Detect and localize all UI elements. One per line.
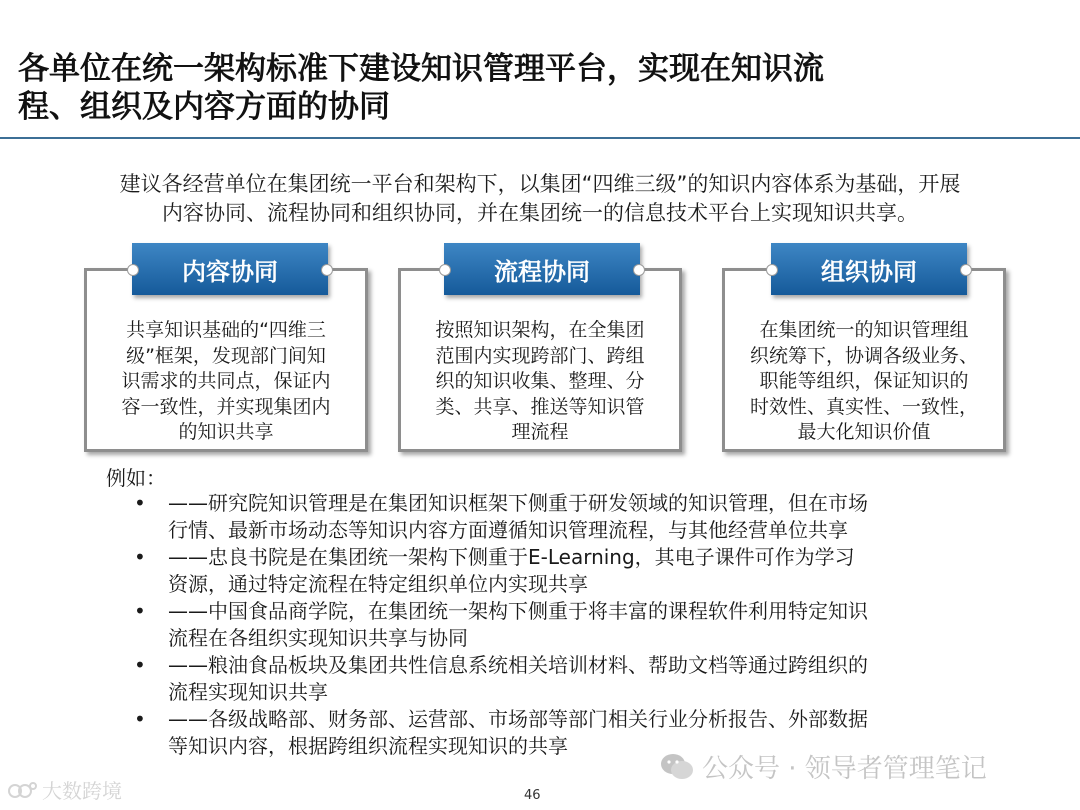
card-line: 时效性、真实性、一致性， — [749, 395, 978, 418]
list-item-line-2: 流程实现知识共享 — [168, 679, 328, 704]
card-line: 按照知识架构，在全集团 — [435, 319, 645, 341]
card-line: 理流程 — [511, 421, 569, 443]
intro-paragraph — [30, 170, 1050, 228]
card-line: 识需求的共同点，保证内 — [121, 370, 331, 392]
bullet-icon: • — [134, 653, 146, 677]
list-item-line-1: ——粮油食品板块及集团共性信息系统相关培训材料、帮助文档等通过跨组织的 — [168, 653, 868, 677]
process-collab-heading — [444, 243, 640, 295]
list-item-line-1: ——忠良书院是在集团统一架构下侧重于E-Learning，其电子课件可作为学习 — [168, 545, 855, 569]
bullet-icon: • — [134, 491, 146, 515]
watermark-left-text: 大数跨境 — [42, 779, 122, 803]
process-collab-text — [415, 318, 665, 446]
org-collab-text — [739, 318, 989, 446]
left-dot-icon — [766, 264, 778, 276]
watermark-logo-icon — [8, 780, 38, 800]
list-item-line-2: 资源，通过特定流程在特定组织单位内实现共享 — [168, 571, 588, 596]
card-line: 的知识共享 — [178, 421, 274, 443]
card-line: 容一致性，并实现集团内 — [121, 395, 331, 418]
watermark-right — [660, 748, 987, 785]
wechat-icon — [660, 752, 694, 782]
slide-title-line-1: 各单位在统一架构标准下建设知识管理平台，实现在知识流 — [18, 51, 824, 87]
watermark-right-text: 公众号 · 领导者管理笔记 — [702, 754, 987, 784]
process-collab-heading-text: 流程协同 — [494, 257, 590, 286]
right-dot-icon — [633, 264, 645, 276]
content-collab-heading — [132, 243, 328, 295]
list-item — [130, 598, 990, 651]
card-line: 织的知识收集、整理、分 — [435, 370, 645, 392]
list-item-line-1: ——中国食品商学院，在集团统一架构下侧重于将丰富的课程软件利用特定知识 — [168, 599, 868, 623]
list-item — [130, 652, 990, 705]
card-line: 职能等组织，保证知识的 — [759, 370, 969, 392]
right-dot-icon — [960, 264, 972, 276]
card-line: 级”框架，发现部门间知 — [126, 344, 326, 367]
card-line: 最大化知识价值 — [797, 421, 931, 443]
list-item — [130, 490, 990, 543]
bullet-icon: • — [134, 707, 146, 731]
slide-title-line-2: 程、组织及内容方面的协同 — [18, 89, 390, 125]
content-collab-heading-text: 内容协同 — [182, 257, 278, 286]
card-line: 共享知识基础的“四维三 — [126, 319, 326, 341]
left-dot-icon — [439, 264, 451, 276]
intro-line-1: 建议各经营单位在集团统一平台和架构下，以集团“四维三级”的知识内容体系为基础，开展 — [119, 172, 961, 196]
list-item — [130, 544, 990, 597]
card-line: 织统筹下，协调各级业务、 — [749, 344, 978, 367]
list-item-line-1: ——各级战略部、财务部、运营部、市场部等部门相关行业分析报告、外部数据 — [168, 707, 868, 731]
bullet-icon: • — [134, 599, 146, 623]
card-line: 类、共享、推送等知识管 — [435, 395, 645, 418]
org-collab-heading-text: 组织协同 — [821, 257, 917, 286]
title-divider — [0, 137, 1080, 139]
right-dot-icon — [321, 264, 333, 276]
card-line: 在集团统一的知识管理组 — [759, 319, 969, 341]
slide-title — [18, 50, 1058, 126]
left-dot-icon — [127, 264, 139, 276]
list-item-line-2: 流程在各组织实现知识共享与协同 — [168, 625, 468, 650]
page-number: 46 — [524, 788, 541, 803]
watermark-left — [8, 775, 122, 804]
intro-line-2: 内容协同、流程协同和组织协同，并在集团统一的信息技术平台上实现知识共享。 — [162, 201, 918, 225]
list-item-line-2: 等知识内容，根据跨组织流程实现知识的共享 — [168, 733, 568, 758]
content-collab-text — [101, 318, 351, 446]
list-item-line-2: 行情、最新市场动态等知识内容方面遵循知识管理流程，与其他经营单位共享 — [168, 517, 848, 542]
bullet-icon: • — [134, 545, 146, 569]
examples-list — [130, 490, 990, 760]
list-item-line-1: ——研究院知识管理是在集团知识框架下侧重于研发领域的知识管理，但在市场 — [168, 491, 868, 515]
examples-label: 例如： — [106, 466, 166, 490]
card-line: 范围内实现跨部门、跨组 — [435, 344, 645, 367]
org-collab-heading — [771, 243, 967, 295]
